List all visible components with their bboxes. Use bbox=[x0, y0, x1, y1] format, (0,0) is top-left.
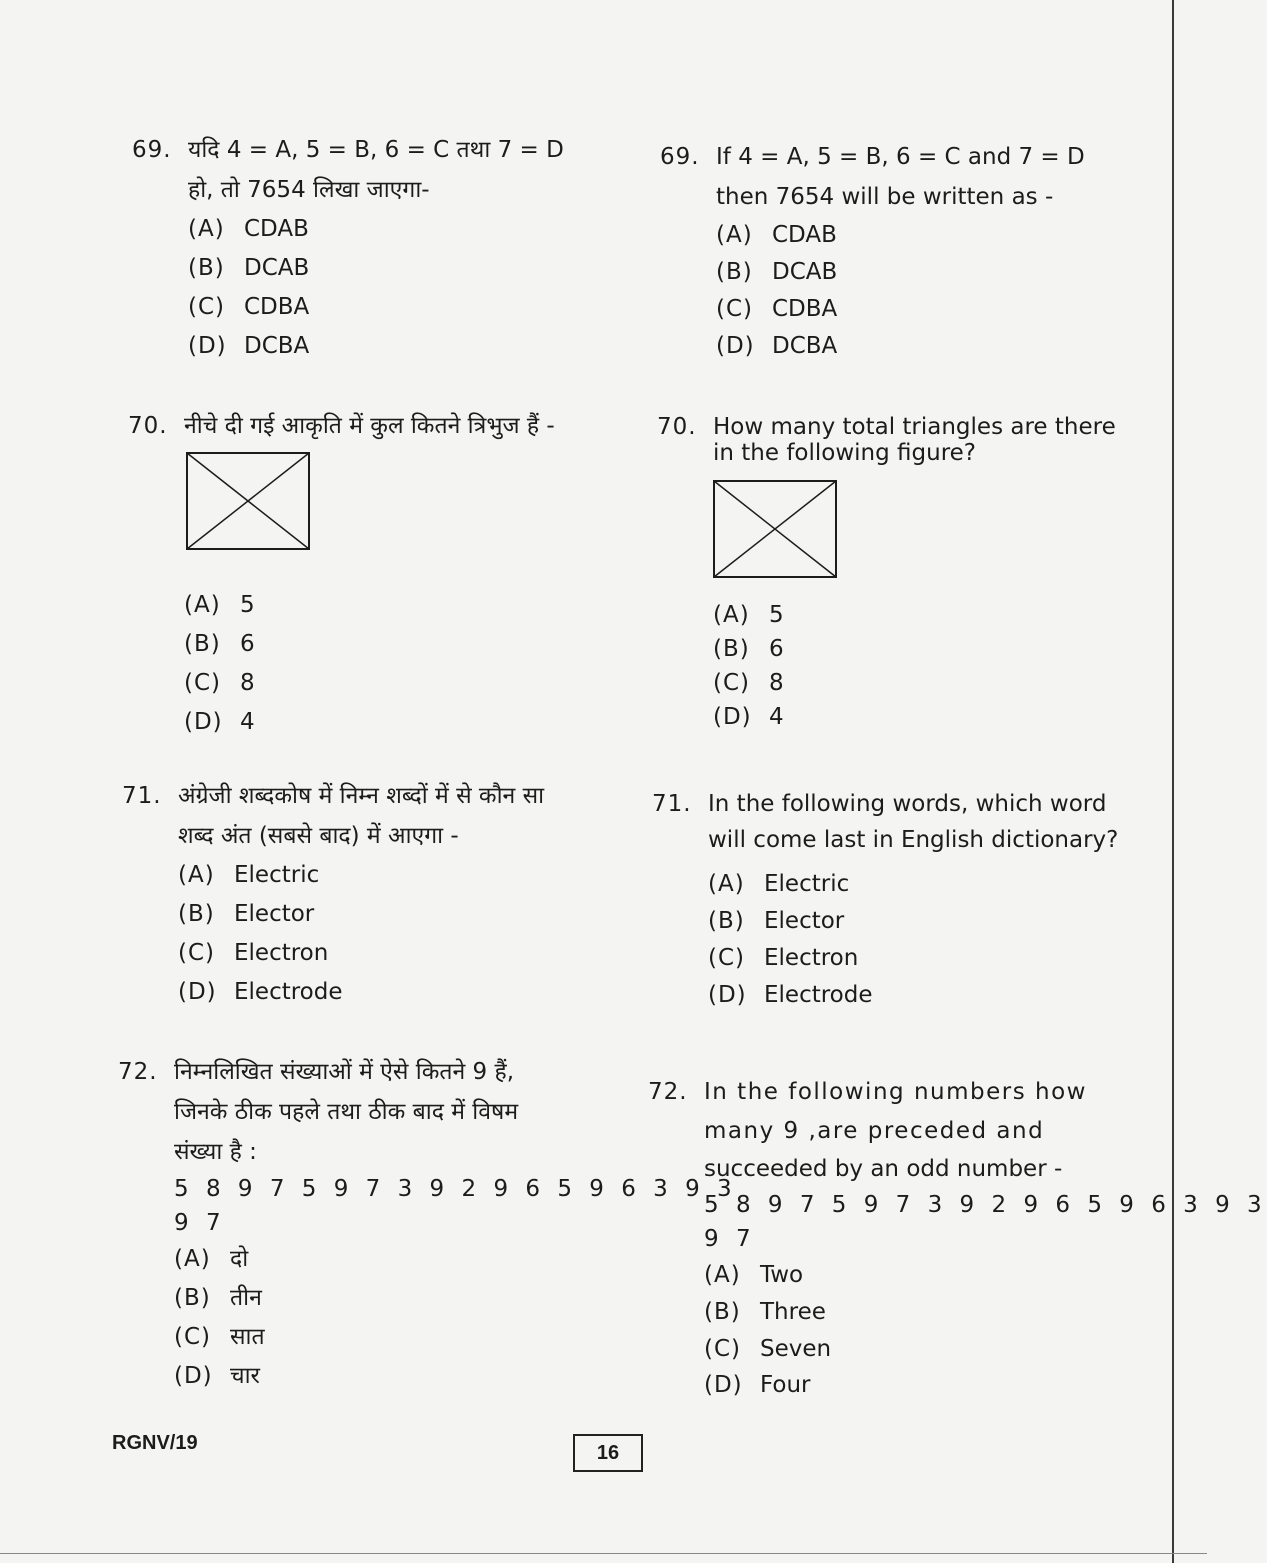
question-number: 69. bbox=[660, 144, 700, 170]
option-a: (A) CDAB bbox=[716, 222, 837, 248]
question-text: नीचे दी गई आकृति में कुल कितने त्रिभुज हैं - bbox=[184, 413, 555, 439]
option-c: (C) Electron bbox=[708, 945, 859, 971]
number-sequence-cont: 9 7 bbox=[704, 1226, 756, 1252]
option-d: (D) DCBA bbox=[188, 333, 310, 359]
option-b: (B) तीन bbox=[174, 1285, 262, 1311]
question-text: जिनके ठीक पहले तथा ठीक बाद में विषम bbox=[174, 1099, 519, 1125]
option-d: (D) Electrode bbox=[708, 982, 873, 1008]
question-text: many 9 ,are preceded and bbox=[704, 1118, 1045, 1144]
page-number: 16 bbox=[573, 1434, 643, 1472]
option-c: (C) Seven bbox=[704, 1336, 832, 1362]
triangle-figure bbox=[186, 452, 310, 550]
option-c: (C) सात bbox=[174, 1324, 265, 1350]
question-text: हो, तो 7654 लिखा जाएगा- bbox=[188, 177, 430, 203]
question-number: 71. bbox=[652, 791, 692, 817]
question-number: 71. bbox=[122, 783, 162, 809]
option-c: (C) CDBA bbox=[716, 296, 838, 322]
question-text: If 4 = A, 5 = B, 6 = C and 7 = D bbox=[716, 144, 1085, 170]
question-number: 70. bbox=[128, 413, 168, 439]
option-d: (D) Four bbox=[704, 1372, 811, 1398]
option-a: (A) Two bbox=[704, 1262, 804, 1288]
option-c: (C) Electron bbox=[178, 940, 329, 966]
option-d: (D) DCBA bbox=[716, 333, 838, 359]
number-sequence: 5 8 9 7 5 9 7 3 9 2 9 6 5 9 6 3 9 3 bbox=[174, 1176, 737, 1202]
question-text: in the following figure? bbox=[713, 440, 977, 466]
option-b: (B) Elector bbox=[178, 901, 315, 927]
question-number: 69. bbox=[132, 137, 172, 163]
option-b: (B) DCAB bbox=[716, 259, 838, 285]
option-b: (B) Elector bbox=[708, 908, 845, 934]
triangle-figure bbox=[713, 480, 837, 578]
question-72-english bbox=[648, 1072, 1267, 1403]
question-text: will come last in English dictionary? bbox=[708, 827, 1119, 853]
question-71-hindi bbox=[122, 776, 602, 1012]
question-number: 72. bbox=[648, 1079, 688, 1105]
option-a: (A) CDAB bbox=[188, 216, 309, 242]
option-b: (B) Three bbox=[704, 1299, 826, 1325]
question-text: यदि 4 = A, 5 = B, 6 = C तथा 7 = D bbox=[188, 137, 564, 163]
question-69-hindi bbox=[132, 130, 602, 366]
option-b: (B) 6 bbox=[713, 636, 784, 662]
square-with-diagonals bbox=[186, 452, 310, 550]
question-69-english bbox=[660, 137, 1150, 365]
question-text: In the following words, which word bbox=[708, 791, 1107, 817]
option-a: (A) 5 bbox=[713, 602, 784, 628]
number-sequence-cont: 9 7 bbox=[174, 1210, 226, 1236]
page-bottom-line bbox=[0, 1553, 1207, 1554]
option-d: (D) 4 bbox=[184, 709, 255, 735]
question-70-english bbox=[657, 414, 1157, 734]
number-sequence: 5 8 9 7 5 9 7 3 9 2 9 6 5 9 6 3 9 3 bbox=[704, 1192, 1267, 1218]
question-text: संख्या है : bbox=[174, 1139, 257, 1165]
option-b: (B) DCAB bbox=[188, 255, 310, 281]
question-text: अंग्रेजी शब्दकोष में निम्न शब्दों में से कौन सा bbox=[178, 783, 545, 809]
option-d: (D) 4 bbox=[713, 704, 784, 730]
option-d: (D) Electrode bbox=[178, 979, 343, 1005]
option-a: (A) 5 bbox=[184, 592, 255, 618]
option-a: (A) दो bbox=[174, 1246, 249, 1272]
question-70-hindi bbox=[128, 406, 608, 742]
question-71-english bbox=[652, 786, 1152, 1014]
square-with-diagonals bbox=[713, 480, 837, 578]
option-a: (A) Electric bbox=[178, 862, 320, 888]
option-a: (A) Electric bbox=[708, 871, 850, 897]
page-edge-line bbox=[1172, 0, 1174, 1563]
question-number: 72. bbox=[118, 1059, 158, 1085]
question-text: In the following numbers how bbox=[704, 1079, 1087, 1105]
option-c: (C) 8 bbox=[713, 670, 784, 696]
option-b: (B) 6 bbox=[184, 631, 255, 657]
question-text: How many total triangles are there bbox=[713, 414, 1116, 440]
booklet-code: RGNV/19 bbox=[112, 1432, 198, 1454]
question-72-hindi bbox=[118, 1052, 737, 1396]
question-number: 70. bbox=[657, 414, 697, 440]
question-text: निम्नलिखित संख्याओं में ऐसे कितने 9 हैं, bbox=[174, 1059, 515, 1085]
question-text: शब्द अंत (सबसे बाद) में आएगा - bbox=[178, 823, 459, 849]
question-text: succeeded by an odd number - bbox=[704, 1156, 1063, 1182]
option-c: (C) 8 bbox=[184, 670, 255, 696]
question-text: then 7654 will be written as - bbox=[716, 184, 1054, 210]
option-d: (D) चार bbox=[174, 1363, 260, 1389]
option-c: (C) CDBA bbox=[188, 294, 310, 320]
